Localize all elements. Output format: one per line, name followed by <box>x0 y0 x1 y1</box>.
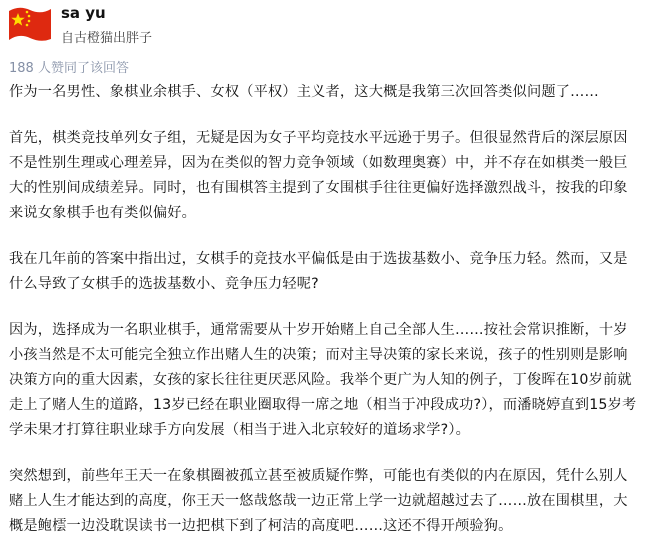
avatar-flag-graphic <box>9 3 51 45</box>
answer-paragraph: 因为，选择成为一名职业棋手，通常需要从十岁开始赌上自己全部人生……按社会常识推断，十岁小孩当然是不太可能完全独立作出赌人生的决策；而对主导决策的家长来说，孩子的性别则是影响决策方向的重大因素，女孩的家长往往更厌恶风险。我举个更广为人知的例子，丁俊晖在10岁前就走上了赌人生的道路，13岁已经在职业圈取得一席之地（相当于冲段成功?），而潘晓婷直到15岁考学未果才打算往职业球手方向发展（相当于进入北京较好的道场求学?）。 <box>9 322 637 438</box>
answer-paragraph: 我在几年前的答案中指出过，女棋手的竞技水平偏低是由于选拔基数小、竞争压力轻。然而，又是什么导致了女棋手的选拔基数小、竞争压力轻呢? <box>9 251 628 292</box>
author-bio: 自古橙猫出胖子 <box>61 31 153 46</box>
china-flag-icon[interactable] <box>9 3 51 45</box>
upvote-count: 188 人赞同了该回答 <box>9 61 129 76</box>
answer-paragraph: 突然想到，前些年王天一在象棋圈被孤立甚至被质疑作弊，可能也有类似的内在原因，凭什么别人赌上人生才能达到的高度，你王天一悠哉悠哉一边正常上学一边就超越过去了……放在围棋里，大概是鲍橒一边没耽误读书一边把棋下到了柯洁的高度吧……这还不得开颅验狗。 <box>9 468 628 534</box>
answer-paragraph: 首先，棋类竞技单列女子组，无疑是因为女子平均竞技水平远逊于男子。但很显然背后的深层原因不是性别生理或心理差异，因为在类似的智力竞争领域（如数理奥赛）中，并不存在如棋类一般巨大的性别间成绩差异。同时，也有围棋答主提到了女围棋手往往更偏好选择激烈战斗，按我的印象来说女象棋手也有类似偏好。 <box>9 130 628 221</box>
author-name[interactable]: sa yu <box>61 4 106 22</box>
author-header <box>0 0 650 52</box>
answer-paragraph: 作为一名男性、象棋业余棋手、女权（平权）主义者，这大概是我第三次回答类似问题了…… <box>9 84 599 100</box>
answer-content <box>9 80 641 560</box>
